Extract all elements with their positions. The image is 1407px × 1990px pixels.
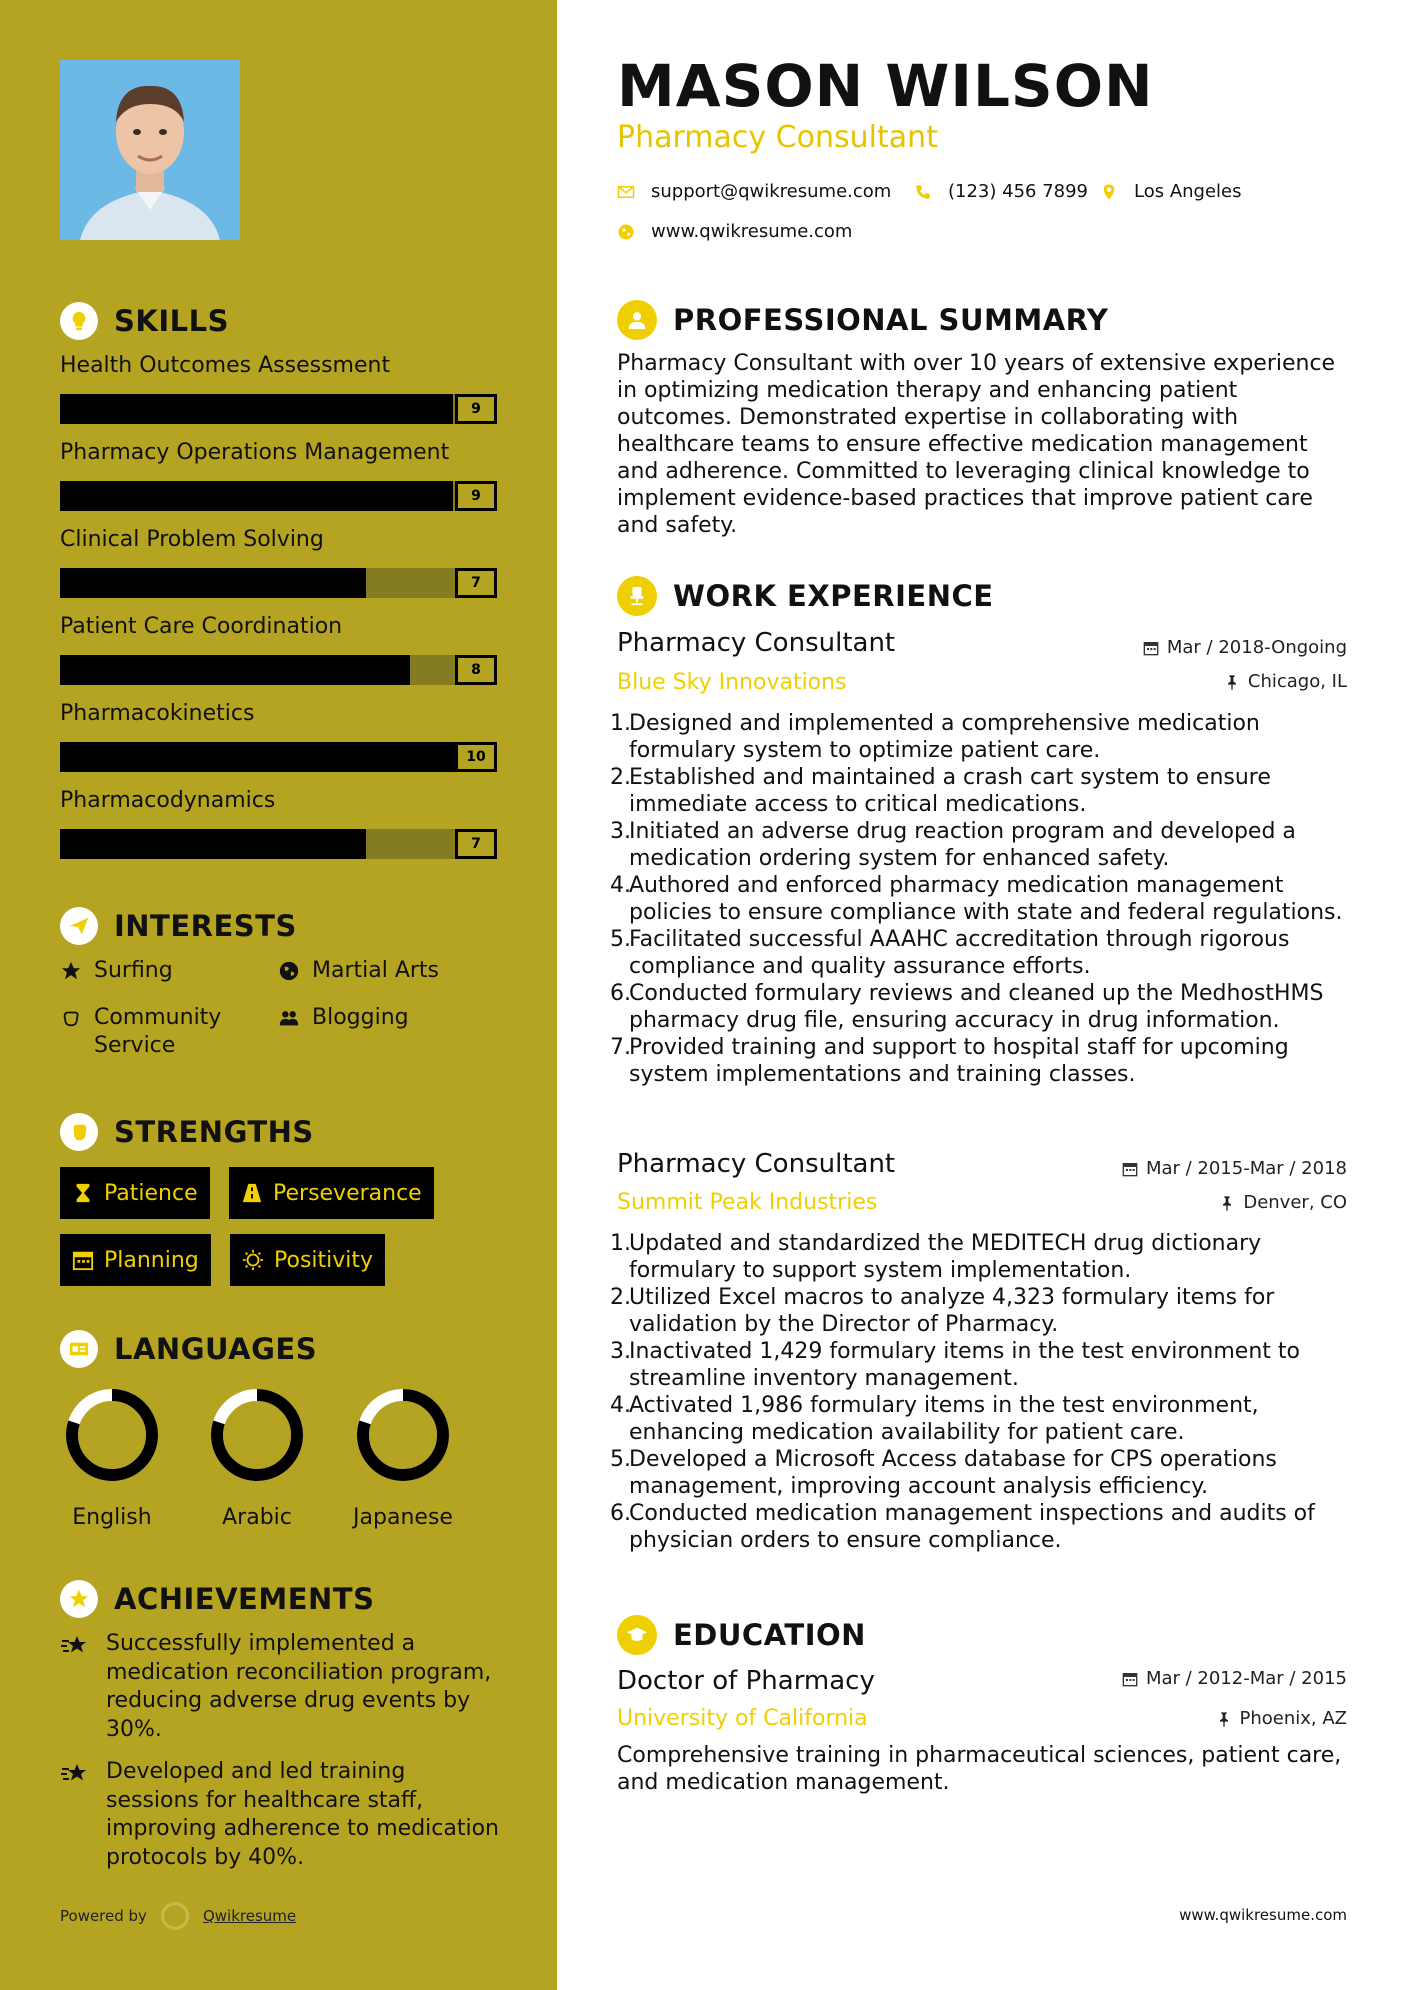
powered-by-label: Powered by bbox=[60, 1907, 147, 1925]
list-item bbox=[610, 980, 1370, 1034]
list-number: 6. bbox=[610, 1501, 631, 1526]
sun-icon bbox=[242, 1249, 264, 1271]
pushpin-icon bbox=[1219, 1195, 1235, 1211]
education-location bbox=[1216, 1708, 1348, 1729]
achievements-title: ACHIEVEMENTS bbox=[114, 1582, 375, 1616]
phone-text: (123) 456 7899 bbox=[948, 181, 1089, 202]
pushpin-icon bbox=[1216, 1711, 1232, 1727]
main-content bbox=[557, 0, 1407, 1990]
list-text: Designed and implemented a comprehensive medication formulary system to optimize patient care. bbox=[629, 711, 1260, 763]
skill-item bbox=[60, 439, 497, 504]
skill-bar bbox=[60, 568, 497, 598]
skills-heading bbox=[60, 302, 229, 340]
interest-item bbox=[278, 957, 439, 985]
list-number: 6. bbox=[610, 981, 631, 1006]
summary-heading bbox=[617, 300, 1108, 340]
calendar-icon bbox=[72, 1249, 94, 1271]
languages-title: LANGUAGES bbox=[114, 1332, 318, 1366]
job-date bbox=[1122, 1158, 1347, 1179]
calendar-icon bbox=[1122, 1671, 1138, 1687]
list-number: 5. bbox=[610, 927, 631, 952]
job-date-text: Mar / 2018-Ongoing bbox=[1166, 637, 1347, 658]
strength-badge bbox=[60, 1167, 210, 1219]
list-text: Provided training and support to hospital staff for upcoming system implementations and training classes. bbox=[629, 1035, 1289, 1087]
strengths-title: STRENGTHS bbox=[114, 1115, 314, 1149]
skill-item bbox=[60, 352, 497, 417]
person-role: Pharmacy Consultant bbox=[617, 120, 938, 155]
phone-icon bbox=[914, 183, 932, 201]
education-description: Comprehensive training in pharmaceutical sciences, patient care, and medication management. bbox=[617, 1743, 1342, 1795]
sidebar bbox=[0, 0, 557, 1990]
language-item bbox=[333, 1385, 473, 1530]
achievement-text: Successfully implemented a medication reconciliation program, reducing adverse drug events by 30%. bbox=[106, 1631, 492, 1742]
job-title: Pharmacy Consultant bbox=[617, 628, 896, 658]
language-item bbox=[187, 1385, 327, 1530]
shooting-star-icon bbox=[60, 1630, 90, 1744]
list-text: Established and maintained a crash cart system to ensure immediate access to critical medications. bbox=[629, 765, 1271, 817]
list-text: Developed a Microsoft Access database for CPS operations management, improving account analysis efficiency. bbox=[629, 1447, 1277, 1499]
job-location-text: Denver, CO bbox=[1243, 1192, 1347, 1213]
calendar-icon bbox=[1122, 1161, 1138, 1177]
list-number: 2. bbox=[610, 765, 631, 790]
calendar-icon bbox=[1143, 640, 1159, 656]
list-item bbox=[610, 1230, 1370, 1284]
skill-fill bbox=[60, 568, 366, 598]
strength-label: Patience bbox=[104, 1180, 198, 1206]
skills-title: SKILLS bbox=[114, 304, 229, 338]
job-location-text: Chicago, IL bbox=[1247, 671, 1347, 692]
degree-title: Doctor of Pharmacy bbox=[617, 1666, 875, 1696]
interest-label: Blogging bbox=[312, 1005, 409, 1030]
language-icon bbox=[60, 1330, 98, 1368]
education-title: EDUCATION bbox=[673, 1618, 866, 1652]
list-text: Inactivated 1,429 formulary items in the test environment to streamline inventory management. bbox=[629, 1339, 1300, 1391]
experience-heading bbox=[617, 576, 994, 616]
job-company: Blue Sky Innovations bbox=[617, 670, 847, 695]
hand-icon bbox=[60, 1004, 82, 1032]
list-item bbox=[610, 1500, 1370, 1554]
list-item bbox=[610, 1446, 1370, 1500]
strength-badge bbox=[229, 1167, 434, 1219]
contact-phone[interactable] bbox=[914, 181, 1088, 202]
achievement-item bbox=[60, 1758, 500, 1872]
list-text: Conducted formulary reviews and cleaned up the MedhostHMS pharmacy drug file, ensuring accuracy in drug information. bbox=[629, 981, 1324, 1033]
envelope-icon bbox=[617, 183, 635, 201]
globe-icon bbox=[278, 957, 300, 985]
office-chair-icon bbox=[617, 576, 657, 616]
list-text: Utilized Excel macros to analyze 4,323 formulary items for validation by the Director of Pharmacy. bbox=[629, 1285, 1275, 1337]
job-date bbox=[1143, 637, 1347, 658]
interest-item bbox=[278, 1004, 409, 1032]
list-number: 7. bbox=[610, 1035, 631, 1060]
summary-title: PROFESSIONAL SUMMARY bbox=[673, 303, 1109, 337]
pushpin-icon bbox=[1224, 674, 1240, 690]
list-item bbox=[610, 926, 1370, 980]
summary-text: Pharmacy Consultant with over 10 years of extensive experience in optimizing medication therapy and enhancing patient outcomes. Demonstrated expertise in collaborating with healthcare teams to ensure effective medication management and adherence. Committed to leveraging clinical knowledge to implement evidence-based practices that improve patient care and safety. bbox=[617, 351, 1336, 538]
skill-score: 7 bbox=[455, 568, 497, 598]
skill-score: 10 bbox=[455, 742, 497, 772]
star-icon bbox=[60, 957, 82, 985]
skill-bar bbox=[60, 655, 497, 685]
skill-name: Pharmacy Operations Management bbox=[60, 440, 450, 465]
powered-by bbox=[60, 1902, 296, 1930]
paper-plane-icon bbox=[60, 907, 98, 945]
education-date bbox=[1122, 1668, 1347, 1689]
lightbulb-icon bbox=[60, 302, 98, 340]
job-title: Pharmacy Consultant bbox=[617, 1149, 896, 1179]
strength-label: Perseverance bbox=[273, 1180, 422, 1206]
education-location-text: Phoenix, AZ bbox=[1239, 1708, 1347, 1729]
skill-fill bbox=[60, 829, 366, 859]
skill-score: 8 bbox=[455, 655, 497, 685]
achievement-item bbox=[60, 1630, 500, 1744]
list-item bbox=[610, 872, 1370, 926]
list-number: 2. bbox=[610, 1285, 631, 1310]
list-number: 1. bbox=[610, 711, 631, 736]
skill-fill bbox=[60, 742, 497, 772]
strength-badge bbox=[230, 1234, 385, 1286]
education-heading bbox=[617, 1615, 866, 1655]
interest-label: Community Service bbox=[94, 1005, 222, 1058]
shooting-star-icon bbox=[60, 1758, 90, 1872]
person-name: MASON WILSON bbox=[617, 52, 1154, 120]
globe-icon bbox=[617, 223, 635, 241]
qwikresume-logo-icon bbox=[161, 1902, 189, 1930]
users-icon bbox=[278, 1004, 300, 1032]
skill-fill bbox=[60, 394, 453, 424]
language-name: Arabic bbox=[222, 1505, 292, 1530]
skill-bar bbox=[60, 394, 497, 424]
skill-score: 9 bbox=[455, 481, 497, 511]
skill-name: Health Outcomes Assessment bbox=[60, 353, 391, 378]
skill-item bbox=[60, 613, 497, 678]
map-pin-icon bbox=[1100, 183, 1118, 201]
list-item bbox=[610, 1284, 1370, 1338]
hourglass-icon bbox=[72, 1182, 94, 1204]
profile-photo bbox=[60, 60, 240, 240]
website-text: www.qwikresume.com bbox=[651, 221, 853, 242]
skill-score: 7 bbox=[455, 829, 497, 859]
list-item bbox=[610, 1392, 1370, 1446]
list-item bbox=[610, 764, 1370, 818]
list-text: Conducted medication management inspections and audits of physician orders to ensure compliance. bbox=[629, 1501, 1315, 1553]
skill-fill bbox=[60, 481, 453, 511]
skill-score: 9 bbox=[455, 394, 497, 424]
interests-title: INTERESTS bbox=[114, 909, 297, 943]
list-number: 4. bbox=[610, 873, 631, 898]
skill-item bbox=[60, 700, 497, 765]
location-text: Los Angeles bbox=[1134, 181, 1242, 202]
skill-item bbox=[60, 526, 497, 591]
list-item bbox=[610, 710, 1370, 764]
school-name: University of California bbox=[617, 1706, 868, 1731]
language-name: Japanese bbox=[353, 1505, 453, 1530]
list-text: Activated 1,986 formulary items in the test environment, enhancing medication availability for patient care. bbox=[629, 1393, 1259, 1445]
skill-bar bbox=[60, 481, 497, 511]
footer-website[interactable]: www.qwikresume.com bbox=[1179, 1906, 1347, 1924]
achievements-heading bbox=[60, 1580, 374, 1618]
strength-label: Positivity bbox=[274, 1247, 374, 1273]
skill-fill bbox=[60, 655, 410, 685]
list-text: Updated and standardized the MEDITECH drug dictionary formulary to support system implementation. bbox=[629, 1231, 1262, 1283]
interest-item bbox=[60, 957, 173, 985]
job-location bbox=[1224, 671, 1347, 692]
road-icon bbox=[241, 1182, 263, 1204]
list-number: 5. bbox=[610, 1447, 631, 1472]
job-date-text: Mar / 2015-Mar / 2018 bbox=[1145, 1158, 1347, 1179]
language-donut bbox=[353, 1385, 453, 1485]
list-number: 3. bbox=[610, 819, 631, 844]
language-item bbox=[42, 1385, 182, 1530]
strength-label: Planning bbox=[104, 1247, 199, 1273]
user-icon bbox=[617, 300, 657, 340]
skill-bar bbox=[60, 829, 497, 859]
skill-item bbox=[60, 787, 497, 852]
contact-location bbox=[1100, 181, 1242, 202]
list-item bbox=[610, 818, 1370, 872]
list-item bbox=[610, 1034, 1370, 1088]
languages-heading bbox=[60, 1330, 317, 1368]
list-number: 4. bbox=[610, 1393, 631, 1418]
skill-name: Pharmacokinetics bbox=[60, 701, 255, 726]
skill-name: Clinical Problem Solving bbox=[60, 527, 324, 552]
contact-website[interactable] bbox=[617, 221, 852, 242]
email-text: support@qwikresume.com bbox=[651, 181, 892, 202]
skill-name: Pharmacodynamics bbox=[60, 788, 276, 813]
qwikresume-link[interactable]: Qwikresume bbox=[202, 1907, 297, 1925]
job-bullets bbox=[610, 1230, 1370, 1554]
education-date-text: Mar / 2012-Mar / 2015 bbox=[1145, 1668, 1347, 1689]
contact-email[interactable] bbox=[617, 181, 891, 202]
interests-heading bbox=[60, 907, 297, 945]
interest-label: Martial Arts bbox=[312, 958, 440, 983]
list-text: Initiated an adverse drug reaction program and developed a medication ordering system for enhanced safety. bbox=[629, 819, 1296, 871]
job-company: Summit Peak Industries bbox=[617, 1190, 878, 1215]
language-name: English bbox=[72, 1505, 152, 1530]
star-badge-icon bbox=[60, 1580, 98, 1618]
experience-title: WORK EXPERIENCE bbox=[673, 579, 994, 613]
fist-icon bbox=[60, 1113, 98, 1151]
achievement-text: Developed and led training sessions for healthcare staff, improving adherence to medication protocols by 40%. bbox=[106, 1759, 499, 1870]
language-donut bbox=[207, 1385, 307, 1485]
skill-bar bbox=[60, 742, 497, 772]
interest-label: Surfing bbox=[94, 958, 173, 983]
list-text: Authored and enforced pharmacy medication management policies to ensure compliance with state and federal regulations. bbox=[629, 873, 1343, 925]
graduation-cap-icon bbox=[617, 1615, 657, 1655]
job-bullets bbox=[610, 710, 1370, 1088]
language-donut bbox=[62, 1385, 162, 1485]
skill-name: Patient Care Coordination bbox=[60, 614, 343, 639]
job-location bbox=[1219, 1192, 1347, 1213]
strengths-heading bbox=[60, 1113, 314, 1151]
list-number: 3. bbox=[610, 1339, 631, 1364]
list-item bbox=[610, 1338, 1370, 1392]
strength-badge bbox=[60, 1234, 211, 1286]
interest-item bbox=[60, 1004, 250, 1060]
list-number: 1. bbox=[610, 1231, 631, 1256]
list-text: Facilitated successful AAAHC accreditation through rigorous compliance and quality assurance efforts. bbox=[629, 927, 1290, 979]
